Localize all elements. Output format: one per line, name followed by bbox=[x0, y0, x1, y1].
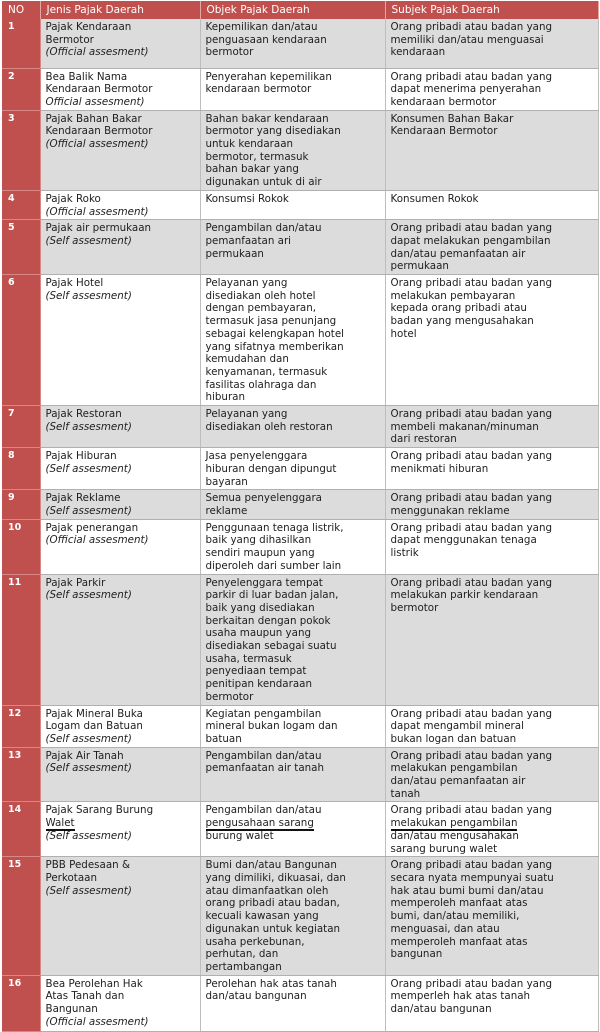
row-number: 10 bbox=[2, 519, 40, 574]
objek-cell: Pelayanan yang disediakan oleh restoran bbox=[200, 406, 385, 448]
table-row bbox=[2, 275, 598, 406]
assessment-type: (Self assesment) bbox=[45, 884, 132, 897]
objek-text: burung walet bbox=[205, 829, 274, 842]
objek-cell: Kepemilikan dan/atau penguasaan kendaraan bermotor bbox=[200, 19, 385, 68]
jenis-cell bbox=[40, 574, 200, 705]
subjek-cell: Orang pribadi atau badan yang menggunakan reklame bbox=[385, 490, 598, 519]
jenis-name: Bea Balik Nama Kendaraan Bermotor bbox=[45, 70, 153, 96]
jenis-name: PBB Pedesaan & Perkotaan bbox=[45, 859, 130, 884]
jenis-name: Pajak Air Tanah bbox=[45, 749, 124, 762]
subjek-cell: Orang pribadi atau badan yang melakukan pengambilan dan/atau pemanfaatan air tanah bbox=[385, 747, 598, 802]
jenis-cell bbox=[40, 747, 200, 802]
jenis-cell bbox=[40, 406, 200, 448]
subjek-cell: Konsumen Rokok bbox=[385, 190, 598, 219]
objek-cell: Pengambilan dan/atau pemanfaatan ari permukaan bbox=[200, 220, 385, 275]
table-row bbox=[2, 68, 598, 110]
jenis-name: Pajak Roko bbox=[45, 192, 101, 205]
subjek-cell: Orang pribadi atau badan yang melakukan pembayaran kepada orang pribadi atau badan yang mengusahakan hotel bbox=[385, 275, 598, 406]
subjek-cell: Orang pribadi atau badan yang menikmati hiburan bbox=[385, 448, 598, 490]
table-row bbox=[2, 190, 598, 219]
row-number: 6 bbox=[2, 275, 40, 406]
header-subjek-pajak: Subjek Pajak Daerah bbox=[385, 1, 598, 19]
jenis-name: Pajak Parkir bbox=[45, 576, 106, 589]
jenis-name: Pajak Reklame bbox=[45, 492, 121, 505]
assessment-type: (Self assesment) bbox=[45, 289, 132, 302]
jenis-name: Pajak Sarang Burung bbox=[45, 804, 154, 817]
objek-cell: Semua penyelenggara reklame bbox=[200, 490, 385, 519]
objek-text-underlined: pengusahaan sarang bbox=[205, 817, 314, 830]
table-row bbox=[2, 975, 598, 1031]
table-row bbox=[2, 519, 598, 574]
table-row bbox=[2, 802, 598, 857]
tax-table-container bbox=[2, 1, 598, 1028]
jenis-cell bbox=[40, 705, 200, 747]
assessment-type: (Official assesment) bbox=[45, 46, 149, 59]
row-number: 1 bbox=[2, 19, 40, 68]
objek-cell: Kegiatan pengambilan mineral bukan logam dan batuan bbox=[200, 705, 385, 747]
subjek-cell: Orang pribadi atau badan yang memiliki dan/atau menguasai kendaraan bbox=[385, 19, 598, 68]
jenis-name: Pajak Hiburan bbox=[45, 450, 117, 463]
jenis-cell bbox=[40, 448, 200, 490]
assessment-type: (Self assesment) bbox=[45, 589, 132, 602]
table-row bbox=[2, 406, 598, 448]
jenis-cell bbox=[40, 975, 200, 1031]
objek-cell: Konsumsi Rokok bbox=[200, 190, 385, 219]
jenis-name: Pajak Mineral Buka Logam dan Batuan bbox=[45, 707, 143, 733]
subjek-cell: Orang pribadi atau badan yang memperleh hak atas tanah dan/atau bangunan bbox=[385, 975, 598, 1031]
jenis-cell bbox=[40, 802, 200, 857]
row-number: 11 bbox=[2, 574, 40, 705]
assessment-type: (Official assesment) bbox=[45, 1015, 149, 1028]
jenis-name: Pajak penerangan bbox=[45, 521, 139, 534]
row-number: 8 bbox=[2, 448, 40, 490]
header-jenis-pajak: Jenis Pajak Daerah bbox=[40, 1, 200, 19]
jenis-name: Bea Perolehan Hak Atas Tanah dan Bangunan bbox=[45, 977, 143, 1016]
subjek-cell: Orang pribadi atau badan yang secara nyata mempunyai suatu hak atau bumi bumi dan/atau memperoleh manfaat atas bumi, dan/atau memiliki, menguasai, dan atau memperoleh manfaat atas bangunan bbox=[385, 857, 598, 975]
jenis-cell bbox=[40, 519, 200, 574]
header-objek-pajak: Objek Pajak Daerah bbox=[200, 1, 385, 19]
table-row bbox=[2, 19, 598, 68]
subjek-cell: Orang pribadi atau badan yang melakukan parkir kendaraan bermotor bbox=[385, 574, 598, 705]
jenis-cell bbox=[40, 110, 200, 190]
row-number: 4 bbox=[2, 190, 40, 219]
subjek-text-underlined: melakukan pengambilan bbox=[390, 817, 518, 830]
row-number: 14 bbox=[2, 802, 40, 857]
header-row bbox=[2, 1, 598, 19]
objek-text: Pengambilan dan/atau bbox=[205, 804, 322, 817]
subjek-cell: Orang pribadi atau badan yang dapat menerima penyerahan kendaraan bermotor bbox=[385, 68, 598, 110]
header-no: NO bbox=[2, 1, 40, 19]
row-number: 7 bbox=[2, 406, 40, 448]
subjek-cell bbox=[385, 802, 598, 857]
jenis-cell bbox=[40, 857, 200, 975]
table-row bbox=[2, 705, 598, 747]
assessment-type: (Official assesment) bbox=[45, 138, 149, 151]
table-row bbox=[2, 857, 598, 975]
row-number: 5 bbox=[2, 220, 40, 275]
objek-cell bbox=[200, 802, 385, 857]
table-row bbox=[2, 110, 598, 190]
table-row bbox=[2, 574, 598, 705]
assessment-type: (Official assesment) bbox=[45, 534, 149, 547]
assessment-type: (Self assesment) bbox=[45, 234, 132, 247]
jenis-cell bbox=[40, 19, 200, 68]
subjek-cell: Orang pribadi atau badan yang dapat mengambil mineral bukan logan dan batuan bbox=[385, 705, 598, 747]
regional-tax-table bbox=[2, 1, 599, 1032]
jenis-name: Pajak air permukaan bbox=[45, 222, 152, 235]
table-row bbox=[2, 448, 598, 490]
jenis-cell bbox=[40, 220, 200, 275]
row-number: 15 bbox=[2, 857, 40, 975]
assessment-type: (Self assesment) bbox=[45, 462, 132, 475]
jenis-cell bbox=[40, 190, 200, 219]
objek-cell: Bumi dan/atau Bangunan yang dimiliki, dikuasai, dan atau dimanfaatkan oleh orang pribadi atau badan, kecuali kawasan yang digunakan untuk kegiatan usaha perkebunan, perhutan, dan pertambangan bbox=[200, 857, 385, 975]
row-number: 2 bbox=[2, 68, 40, 110]
subjek-text: dan/atau mengusahakan sarang burung walet bbox=[390, 829, 519, 855]
objek-cell: Pelayanan yang disediakan oleh hotel dengan pembayaran, termasuk jasa penunjang sebagai kelengkapan hotel yang sifatnya memberikan kemudahan dan kenyamanan, termasuk fasilitas olahraga dan hiburan bbox=[200, 275, 385, 406]
assessment-type: (Self assesment) bbox=[45, 505, 132, 517]
jenis-cell bbox=[40, 275, 200, 406]
jenis-cell bbox=[40, 490, 200, 519]
assessment-type: (Self assesment) bbox=[45, 420, 132, 433]
objek-cell: Pengambilan dan/atau pemanfaatan air tanah bbox=[200, 747, 385, 802]
row-number: 16 bbox=[2, 975, 40, 1031]
table-header bbox=[2, 1, 598, 19]
table-body bbox=[2, 19, 598, 1031]
jenis-name: Pajak Kendaraan Bermotor bbox=[45, 21, 132, 46]
row-number: 12 bbox=[2, 705, 40, 747]
objek-cell: Penggunaan tenaga listrik, baik yang dihasilkan sendiri maupun yang diperoleh dari sumber lain bbox=[200, 519, 385, 574]
row-number: 3 bbox=[2, 110, 40, 190]
objek-cell: Penyelenggara tempat parkir di luar badan jalan, baik yang disediakan berkaitan dengan pokok usaha maupun yang disediakan sebagai suatu usaha, termasuk penyediaan tempat penitipan kendaraan bermotor bbox=[200, 574, 385, 705]
subjek-cell: Orang pribadi atau badan yang membeli makanan/minuman dari restoran bbox=[385, 406, 598, 448]
jenis-cell bbox=[40, 68, 200, 110]
row-number: 13 bbox=[2, 747, 40, 802]
objek-cell: Penyerahan kepemilikan kendaraan bermotor bbox=[200, 68, 385, 110]
assessment-type: Official assesment) bbox=[45, 95, 145, 108]
subjek-cell: Orang pribadi atau badan yang dapat menggunakan tenaga listrik bbox=[385, 519, 598, 574]
table-row bbox=[2, 747, 598, 802]
jenis-name: Pajak Hotel bbox=[45, 277, 104, 290]
row-number: 9 bbox=[2, 490, 40, 519]
objek-cell: Jasa penyelenggara hiburan dengan dipungut bayaran bbox=[200, 448, 385, 490]
assessment-type: (Official assesment) bbox=[45, 205, 149, 218]
table-row bbox=[2, 490, 598, 519]
jenis-name: Pajak Bahan Bakar Kendaraan Bermotor bbox=[45, 112, 153, 138]
subjek-cell: Orang pribadi atau badan yang dapat melakukan pengambilan dan/atau pemanfaatan air permukaan bbox=[385, 220, 598, 275]
objek-cell: Perolehan hak atas tanah dan/atau bangunan bbox=[200, 975, 385, 1031]
table-row bbox=[2, 220, 598, 275]
subjek-cell: Konsumen Bahan Bakar Kendaraan Bermotor bbox=[385, 110, 598, 190]
jenis-name-underlined: Walet bbox=[45, 817, 75, 830]
assessment-type: (Self assesment) bbox=[45, 762, 132, 775]
jenis-name: Pajak Restoran bbox=[45, 408, 122, 421]
subjek-text: Orang pribadi atau badan yang bbox=[390, 804, 553, 817]
objek-cell: Bahan bakar kendaraan bermotor yang disediakan untuk kendaraan bermotor, termasuk bahan bakar yang digunakan untuk di air bbox=[200, 110, 385, 190]
assessment-type: (Self assesment) bbox=[45, 732, 132, 745]
assessment-type: (Self assesment) bbox=[45, 829, 132, 842]
